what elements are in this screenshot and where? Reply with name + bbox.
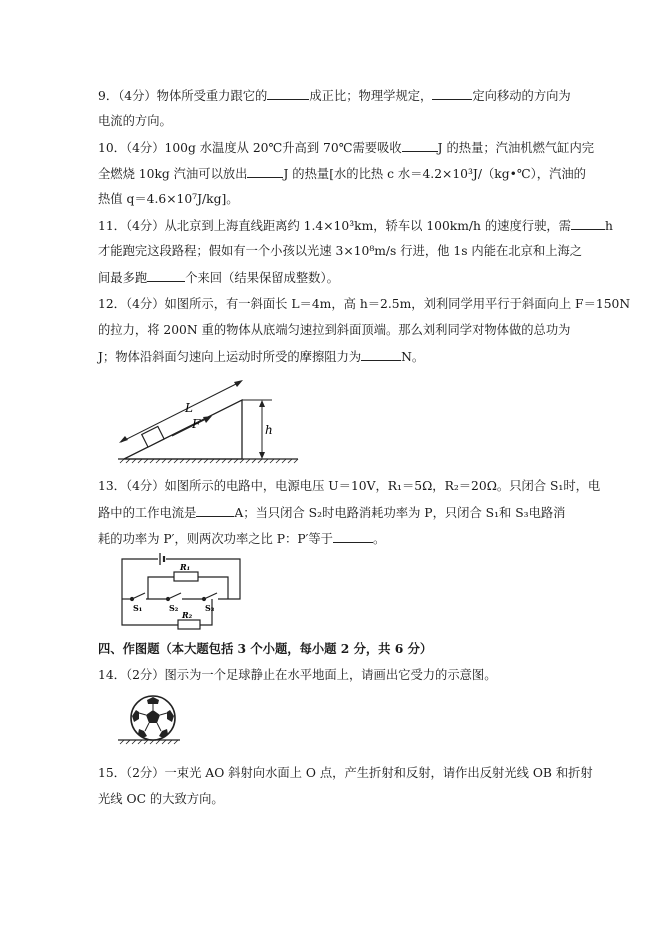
answer-blank[interactable] — [147, 269, 185, 282]
length-label: L — [185, 401, 193, 415]
answer-blank[interactable] — [571, 217, 605, 230]
force-label: F — [192, 417, 201, 431]
answer-blank[interactable] — [402, 139, 438, 152]
switch-s3 — [203, 593, 218, 601]
switch-s1 — [131, 593, 146, 601]
height-label: h — [265, 423, 273, 437]
height-arrow-down — [259, 452, 265, 459]
q12-line2: 的拉力，将 200N 重的物体从底端匀速拉到斜面顶端。那么刘利同学对物体做的总功为 — [98, 323, 571, 337]
s1-label: S₁ — [133, 603, 143, 613]
football-figure — [116, 694, 182, 746]
length-arrow-head — [234, 380, 243, 387]
length-arrow-tail — [119, 436, 128, 443]
q13-line2: 路中的工作电流是 A；当只闭合 S₂时电路消耗功率为 P，只闭合 S₁和 S₃电路消 — [98, 506, 566, 520]
football-icon — [131, 696, 175, 740]
q11-line2: 才能跑完这段路程；假如有一个小孩以光速 3×10⁸m/s 行进，他 1s 内能在北京和上海之 — [98, 244, 583, 258]
q12-line1: 12．（4分）如图所示，有一斜面长 L＝4m，高 h＝2.5m，刘利同学用平行于斜面向上 F＝150N — [98, 297, 631, 311]
q9-line1: 9．（4分）物体所受重力跟它的 成正比；物理学规定， 定向移动的方向为 — [98, 89, 571, 103]
q10-line1: 10．（4分）100g 水温度从 20℃升高到 70℃需要吸收 J 的热量；汽油机燃气缸内完 — [98, 141, 595, 155]
answer-blank[interactable] — [196, 504, 234, 517]
r1-label: R₁ — [180, 562, 191, 572]
resistor-r2 — [178, 620, 200, 629]
incline-slope — [124, 400, 242, 459]
answer-blank[interactable] — [247, 165, 283, 178]
length-dimension-line — [121, 382, 240, 442]
answer-blank[interactable] — [333, 530, 373, 543]
q10-line3: 热值 q＝4.6×10⁷J/kg]。 — [98, 192, 239, 206]
r2-label: R₂ — [182, 610, 193, 620]
s2-label: S₂ — [169, 603, 179, 613]
force-arrow-head — [203, 416, 212, 423]
q15-line1: 15．（2分）一束光 AO 斜射向水面上 O 点，产生折射和反射，请作出反射光线 OB 和折射 — [98, 766, 593, 780]
answer-blank[interactable] — [267, 87, 309, 100]
switch-s2 — [167, 593, 182, 601]
q11-line1: 11．（4分）从北京到上海直线距离约 1.4×10³km，轿车以 100km/h 的速度行驶，需 h — [98, 219, 613, 233]
battery-symbol — [160, 553, 164, 565]
q14-line1: 14．（2分）图示为一个足球静止在水平地面上，请画出它受力的示意图。 — [98, 668, 497, 682]
incline-figure — [112, 370, 302, 465]
q9-line2: 电流的方向。 — [98, 114, 172, 128]
circuit-figure — [116, 553, 248, 631]
answer-blank[interactable] — [361, 348, 401, 361]
q11-line3: 间最多跑 个来回（结果保留成整数）。 — [98, 271, 339, 285]
section-heading: 四、作图题（本大题包括 3 个小题，每小题 2 分，共 6 分） — [98, 641, 433, 656]
resistor-r1 — [174, 572, 198, 581]
answer-blank[interactable] — [432, 87, 472, 100]
q13-line3: 耗的功率为 P′，则两次功率之比 P：P′等于 。 — [98, 532, 386, 546]
q12-line3: J；物体沿斜面匀速向上运动时所受的摩擦阻力为 N。 — [98, 350, 425, 364]
s3-label: S₃ — [205, 603, 215, 613]
force-arrow — [172, 418, 208, 436]
q10-line2: 全燃烧 10kg 汽油可以放出 J 的热量[水的比热 c 水＝4.2×10³J/（kg•℃），汽油的 — [98, 167, 586, 181]
height-arrow-up — [259, 400, 265, 407]
q13-line1: 13．（4分）如图所示的电路中，电源电压 U＝10V，R₁＝5Ω，R₂＝20Ω。只闭合 S₁时，电 — [98, 479, 601, 493]
q15-line2: 光线 OC 的大致方向。 — [98, 792, 224, 806]
